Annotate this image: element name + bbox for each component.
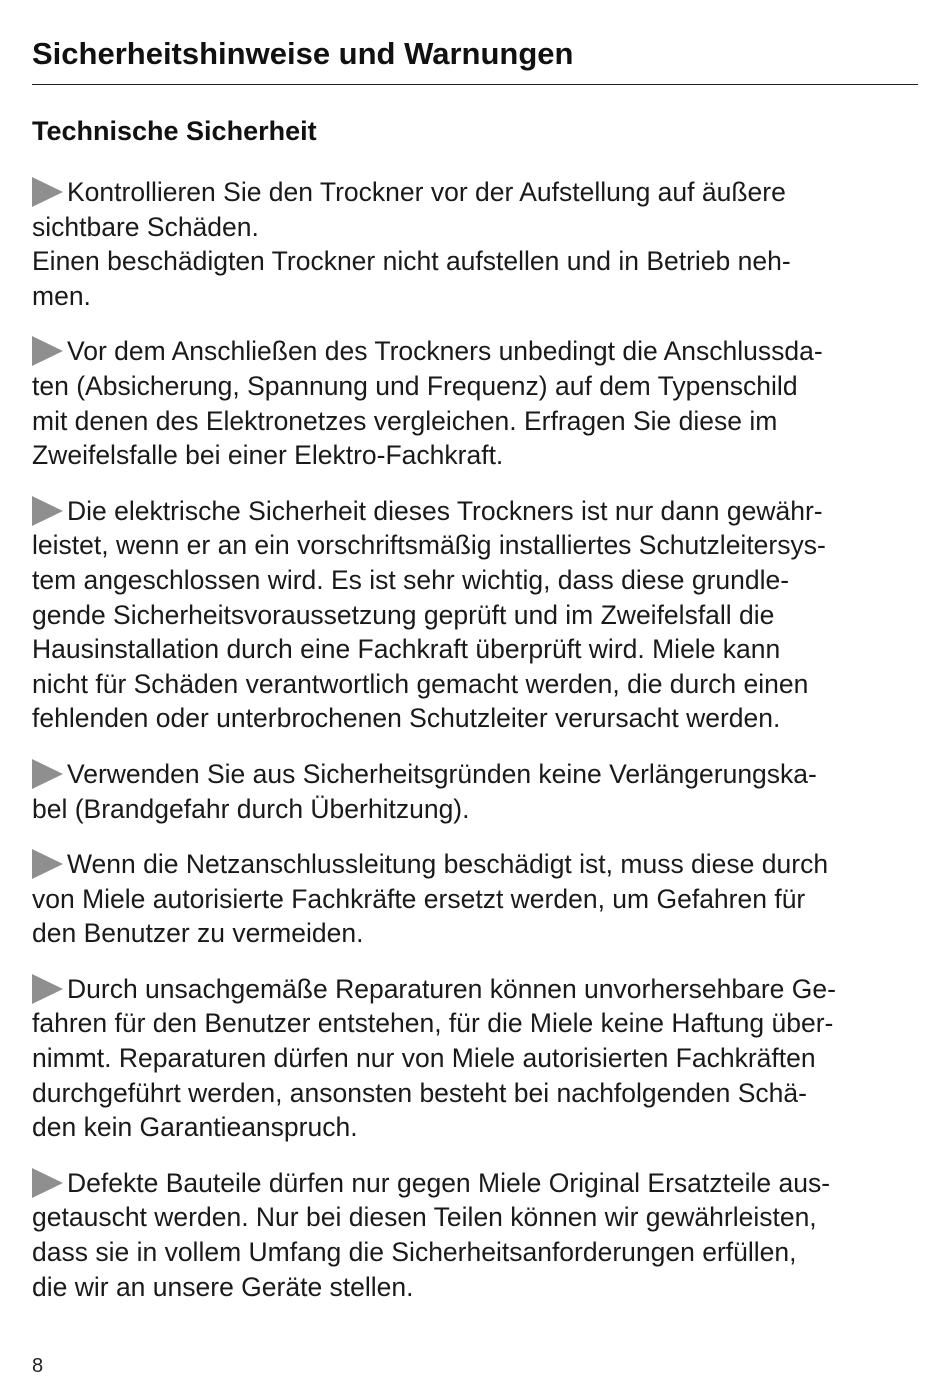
safety-note-text: tem angeschlossen wird. Es ist sehr wichtig, dass diese grundle-: [32, 564, 790, 595]
safety-note-line: [32, 528, 918, 563]
safety-note-line: [32, 210, 918, 245]
section-heading: Technische Sicherheit: [32, 116, 317, 146]
safety-note-line: [32, 175, 918, 210]
safety-notes-list: [32, 175, 918, 1325]
safety-note-line: [32, 1270, 918, 1305]
safety-note-line: [32, 334, 918, 369]
safety-note-text: dass sie in vollem Umfang die Sicherheitsanforderungen erfüllen,: [32, 1237, 797, 1268]
safety-note-line: [32, 882, 918, 917]
safety-note-line: [32, 1110, 918, 1145]
safety-note-text: Vor dem Anschließen des Trockners unbedingt die Anschlussda-: [67, 336, 823, 367]
page-number: 8: [32, 1355, 44, 1377]
safety-note-text: den kein Garantieanspruch.: [32, 1112, 358, 1143]
safety-note-line: [32, 404, 918, 439]
safety-note-text: Durch unsachgemäße Reparaturen können unvorhersehbare Ge-: [67, 973, 836, 1004]
safety-note-text: men.: [32, 280, 91, 311]
safety-note-line: [32, 438, 918, 473]
safety-note: [32, 847, 918, 951]
safety-note-text: von Miele autorisierte Fachkräfte ersetzt werden, um Gefahren für: [32, 883, 806, 914]
safety-note-text: durchgeführt werden, ansonsten besteht bei nachfolgenden Schä-: [32, 1077, 807, 1108]
safety-note-line: [32, 701, 918, 736]
safety-note-line: [32, 563, 918, 598]
safety-note-text: mit denen des Elektronetzes vergleichen. Erfragen Sie diese im: [32, 405, 778, 436]
safety-note-line: [32, 972, 918, 1007]
safety-note-text: Hausinstallation durch eine Fachkraft überprüft wird. Miele kann: [32, 634, 781, 665]
safety-note-line: [32, 667, 918, 702]
safety-note-text: fehlenden oder unterbrochenen Schutzleiter verursacht werden.: [32, 703, 781, 734]
safety-note-text: nimmt. Reparaturen dürfen nur von Miele autorisierten Fachkräften: [32, 1043, 816, 1074]
safety-note-line: [32, 1166, 918, 1201]
safety-note-line: [32, 494, 918, 529]
safety-note-line: [32, 792, 918, 827]
safety-note-text: bel (Brandgefahr durch Überhitzung).: [32, 793, 470, 824]
safety-note-text: fahren für den Benutzer entstehen, für die Miele keine Haftung über-: [32, 1008, 834, 1039]
safety-note-line: [32, 632, 918, 667]
safety-note-text: Verwenden Sie aus Sicherheitsgründen keine Verlängerungska-: [67, 758, 817, 789]
safety-note-line: [32, 1006, 918, 1041]
safety-note-text: die wir an unsere Geräte stellen.: [32, 1271, 414, 1302]
safety-note-text: Zweifelsfalle bei einer Elektro-Fachkraft.: [32, 440, 504, 471]
safety-note: [32, 334, 918, 472]
safety-note-line: [32, 757, 918, 792]
safety-note-text: Wenn die Netzanschlussleitung beschädigt ist, muss diese durch: [67, 849, 829, 880]
safety-note: [32, 494, 918, 736]
safety-note-text: Einen beschädigten Trockner nicht aufstellen und in Betrieb neh-: [32, 246, 791, 277]
safety-note-text: den Benutzer zu vermeiden.: [32, 918, 364, 949]
play-arrow-icon: [32, 849, 63, 879]
play-arrow-icon: [32, 496, 63, 526]
safety-note: [32, 1166, 918, 1304]
safety-note-text: ten (Absicherung, Spannung und Frequenz) auf dem Typenschild: [32, 370, 798, 401]
safety-note: [32, 175, 918, 313]
safety-note: [32, 972, 918, 1145]
play-arrow-icon: [32, 759, 63, 789]
safety-note-line: [32, 598, 918, 633]
safety-note-text: nicht für Schäden verantwortlich gemacht werden, die durch einen: [32, 668, 809, 699]
safety-note-line: [32, 1076, 918, 1111]
safety-note: [32, 757, 918, 826]
safety-note-text: Kontrollieren Sie den Trockner vor der Aufstellung auf äußere: [67, 177, 786, 207]
safety-note-line: [32, 369, 918, 404]
safety-note-text: Defekte Bauteile dürfen nur gegen Miele Original Ersatzteile aus-: [67, 1167, 831, 1198]
play-arrow-icon: [32, 1168, 63, 1198]
safety-note-text: gende Sicherheitsvoraussetzung geprüft und im Zweifelsfall die: [32, 599, 775, 630]
safety-note-line: [32, 1041, 918, 1076]
safety-note-line: [32, 847, 918, 882]
page-title: Sicherheitshinweise und Warnungen: [32, 36, 574, 71]
safety-note-text: Die elektrische Sicherheit dieses Trockners ist nur dann gewähr-: [67, 495, 823, 526]
safety-note-text: sichtbare Schäden.: [32, 211, 259, 242]
safety-note-line: [32, 916, 918, 951]
safety-note-line: [32, 1235, 918, 1270]
safety-note-line: [32, 244, 918, 279]
safety-note-line: [32, 1200, 918, 1235]
safety-note-text: leistet, wenn er an ein vorschriftsmäßig installiertes Schutzleitersys-: [32, 530, 826, 561]
play-arrow-icon: [32, 336, 63, 366]
safety-note-line: [32, 279, 918, 314]
title-divider: [32, 84, 918, 85]
play-arrow-icon: [32, 974, 63, 1004]
play-arrow-icon: [32, 177, 63, 207]
safety-note-text: getauscht werden. Nur bei diesen Teilen können wir gewährleisten,: [32, 1202, 817, 1233]
